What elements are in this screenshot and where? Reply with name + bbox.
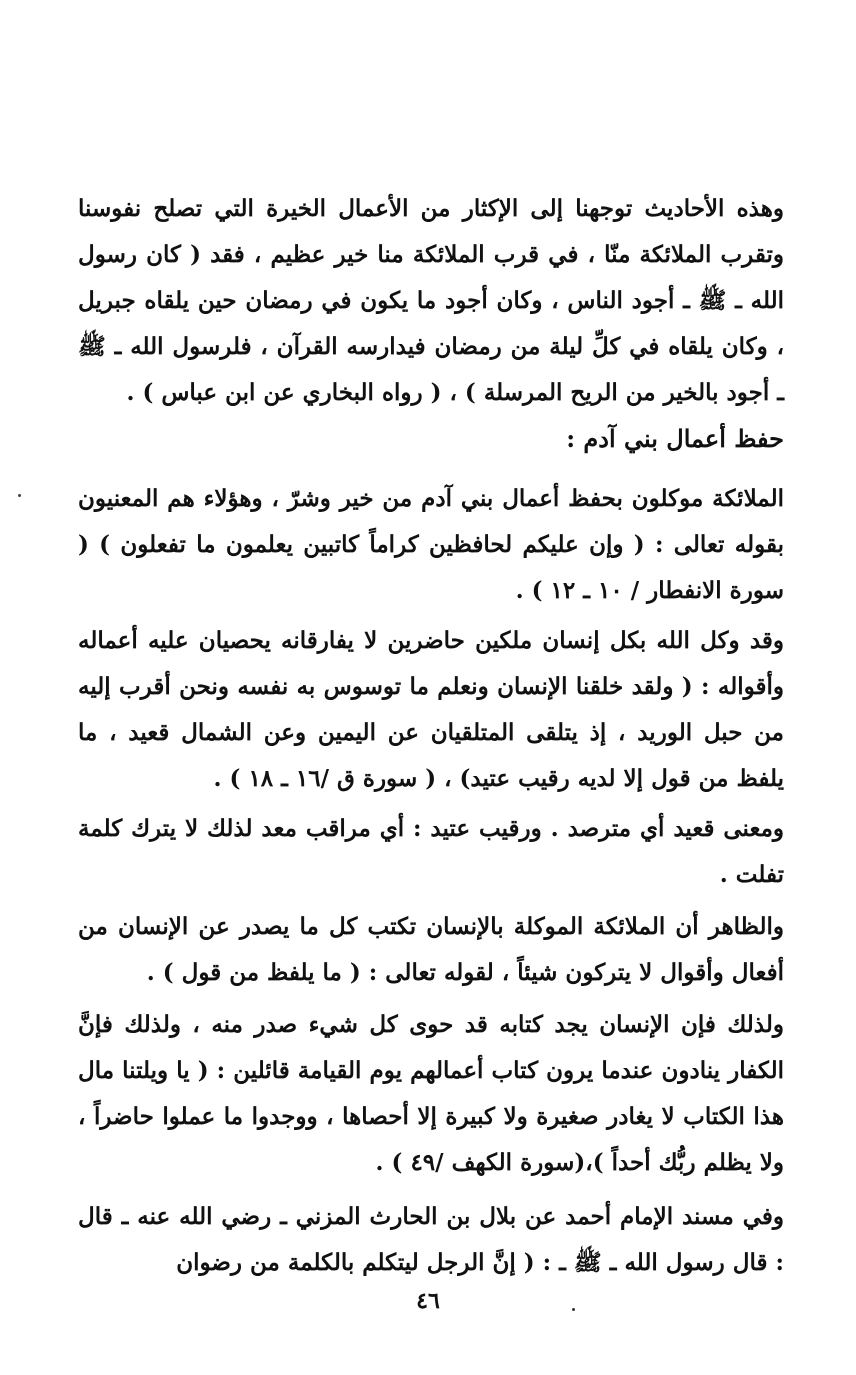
scan-speck — [572, 1308, 575, 1311]
page-number: ٤٦ — [416, 1288, 440, 1314]
paragraph-book-of-deeds: ولذلك فإن الإنسان يجد كتابه قد حوى كل شيء صدر منه ، ولذلك فإنَّ الكفار ينادون عندما يرون كتاب أعمالهم يوم القيامة قائلين : ( يا ويلتنا مال هذا الكتاب لا يغادر صغيرة ولا كبيرة إلا أحصاها ، ووجدوا ما عملوا حاضراً ، ولا يظلم ربُّك أحداً )،(سورة الكهف /٤٩ ) . — [78, 1011, 784, 1176]
paragraph-two-angels: وقد وكل الله بكل إنسان ملكين حاضرين لا يفارقانه يحصيان عليه أعماله وأقواله : ( ولقد خلقنا الإنسان ونعلم ما توسوس به نفسه ونحن أقرب إليه من حبل الوريد ، إذ يتلقى المتلقيان عن اليمين وعن الشمال قعيد ، ما يلفظ من قول إلا لديه رقيب عتيد) ، ( سورة ق /١٦ ـ ١٨ ) . — [78, 627, 784, 792]
paragraph-musnad-hadith: وفي مسند الإمام أحمد عن بلال بن الحارث المزني ـ رضي الله عنه ـ قال : قال رسول الله ـ ﷺ ـ : ( إنَّ الرجل ليتكلم بالكلمة من رضوان — [78, 1203, 784, 1276]
paragraph-meaning: ومعنى قعيد أي مترصد . ورقيب عتيد : أي مراقب معد لذلك لا يترك كلمة تفلت . — [78, 815, 784, 888]
margin-speck — [18, 494, 21, 497]
paragraph-angels-virtue: وهذه الأحاديث توجهنا إلى الإكثار من الأعمال الخيرة التي تصلح نفوسنا وتقرب الملائكة منّا ، في قرب الملائكة منا خير عظيم ، فقد ( كان رسول الله ـ ﷺ ـ أجود الناس ، وكان أجود ما يكون في رمضان حين يلقاه جبريل ، وكان يلقاه في كلِّ ليلة من رمضان فيدارسه القرآن ، فلرسول الله ـ ﷺ ـ أجود بالخير من الريح المرسلة ) ، ( رواه البخاري عن ابن عباس ) . — [78, 195, 784, 406]
paragraph-recording-angels: الملائكة موكلون بحفظ أعمال بني آدم من خير وشرّ ، وهؤلاء هم المعنيون بقوله تعالى : ( وإن عليكم لحافظين كراماً كاتبين يعلمون ما تفعلون ) ( سورة الانفطار / ١٠ ـ ١٢ ) . — [78, 485, 784, 604]
paragraph-everything-written: والظاهر أن الملائكة الموكلة بالإنسان تكتب كل ما يصدر عن الإنسان من أفعال وأقوال لا يتركون شيئاً ، لقوله تعالى : ( ما يلفظ من قول ) . — [78, 913, 784, 986]
section-heading: حفظ أعمال بني آدم : — [566, 424, 784, 453]
